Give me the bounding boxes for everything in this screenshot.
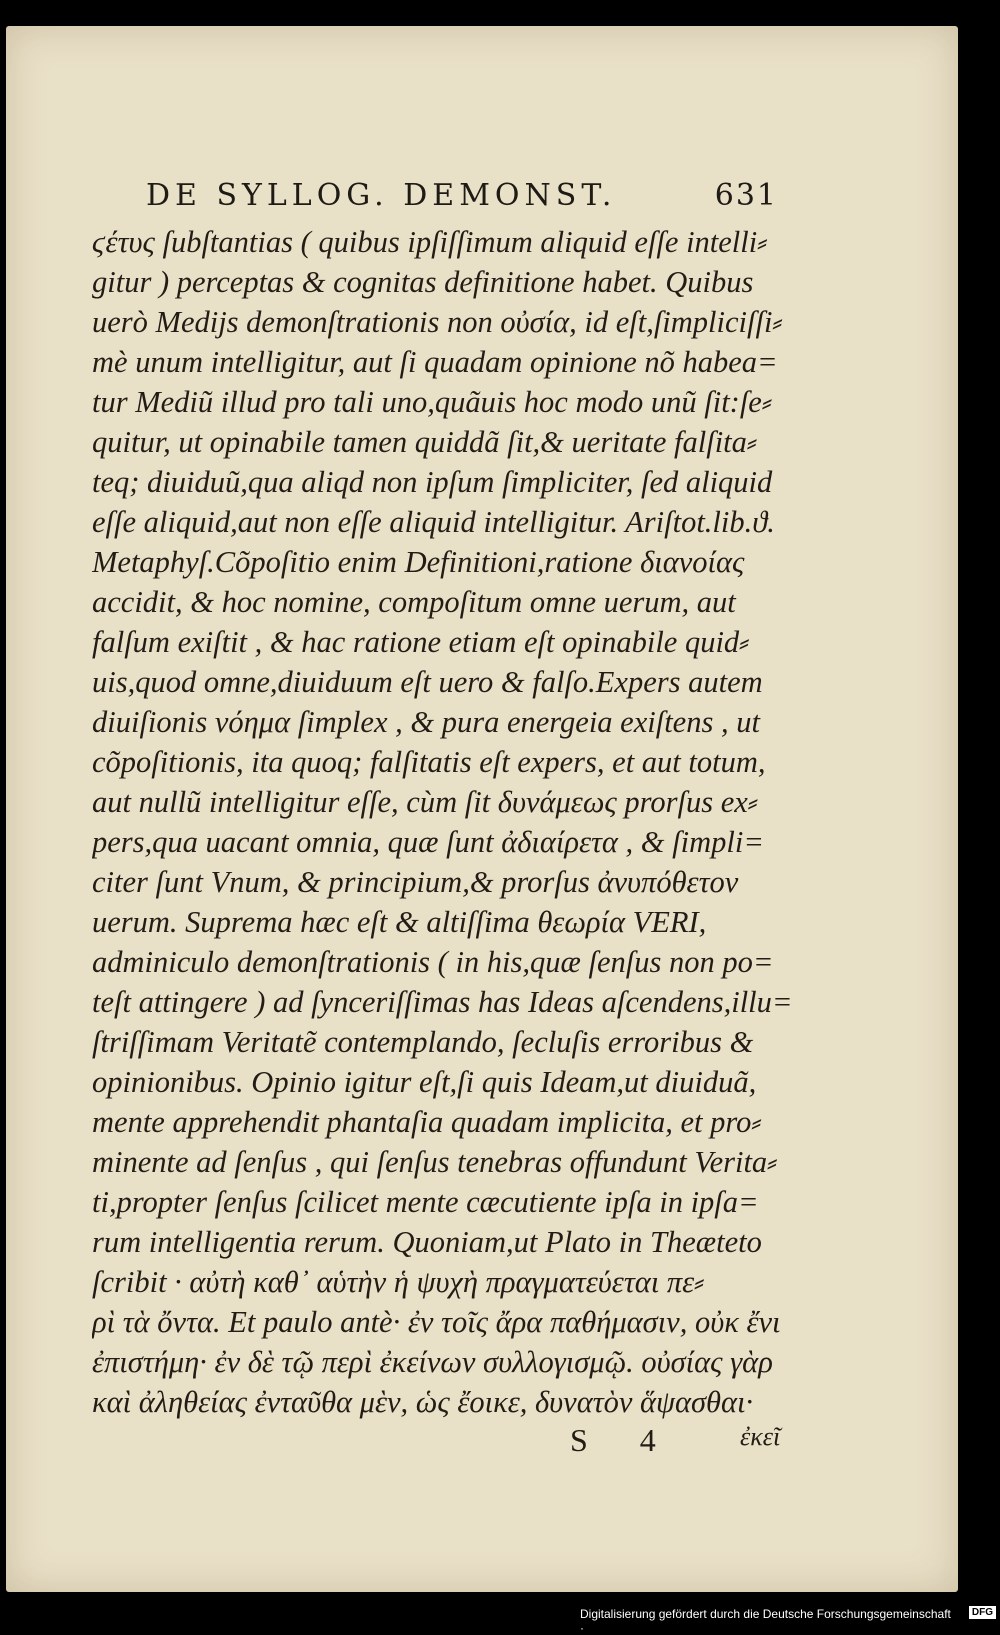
catchword: ἐκεῖ [740, 1422, 781, 1451]
text-line: Metaphyſ.Cõpoſitio enim Definitioni,ratione διανοίας [92, 545, 745, 579]
text-line: uis,quod omne,diuiduum eſt uero & falſo.Expers autem [92, 665, 763, 699]
running-title: DE SYLLOG. DEMONST. [146, 178, 617, 213]
text-line: teſt attingere ) ad ſynceriſſimas has Ideas aſcendens,illu= [92, 985, 792, 1019]
text-line: teq; diuiduũ,qua aliqd non ipſum ſimpliciter, ſed aliquid [92, 465, 773, 499]
text-line: rum intelligentia rerum. Quoniam,ut Plato in Theæteto [92, 1225, 762, 1259]
text-line: quitur, ut opinabile tamen quiddã ſit,& ueritate falſita⸗ [92, 425, 758, 459]
book-page [6, 26, 958, 1592]
text-line: uerò Medijs demonſtrationis non οὐσία, id eſt,ſimpliciſſi⸗ [92, 305, 783, 339]
dfg-logo: DFG [969, 1606, 996, 1619]
text-line: ἐπιστήμη· ἐν δὲ τῷ περὶ ἐκείνων συλλογισμῷ. οὐσίας γὰρ [92, 1345, 773, 1379]
text-line: gitur ) perceptas & cognitas definitione habet. Quibus [92, 265, 754, 299]
text-line: mente apprehendit phantaſia quadam implicita, et pro⸗ [92, 1105, 762, 1139]
text-line: accidit, & hoc nomine, compoſitum omne uerum, aut [92, 585, 736, 619]
text-line: pers,qua uacant omnia, quæ ſunt ἀδιαίρετα , & ſimpli= [92, 825, 764, 859]
signature-mark: S 4 [570, 1422, 678, 1458]
text-line: opinionibus. Opinio igitur eſt,ſi quis Ideam,ut diuiduã, [92, 1065, 757, 1099]
text-line: ϛέτυς ſubſtantias ( quibus ipſiſſimum aliquid eſſe intelli⸗ [92, 225, 768, 259]
text-line: adminiculo demonſtrationis ( in his,quæ ſenſus non po= [92, 945, 774, 979]
running-header [146, 174, 778, 218]
text-line: ſcribit · αὐτὴ καθ᾽ αὑτὴν ἡ ψυχὴ πραγματεύεται πε⸗ [92, 1265, 705, 1299]
text-line: diuiſionis νόημα ſimplex , & pura energeia exiſtens , ut [92, 705, 760, 739]
footer-credit: Digitalisierung gefördert durch die Deutsche Forschungsgemeinschaft · [580, 1607, 951, 1635]
text-line: aut nullũ intelligitur eſſe, cùm ſit δυνάμεως prorſus ex⸗ [92, 785, 758, 819]
text-line: ρὶ τὰ ὄντα. Et paulo antè· ἐν τοῖς ἄρα παθήμασιν, οὐκ ἔνι [92, 1305, 781, 1339]
text-line: cõpoſitionis, ita quoq; falſitatis eſt expers, et aut totum, [92, 745, 766, 779]
page-number: 631 [714, 178, 778, 213]
digitization-footer [580, 1598, 1000, 1635]
text-line: ti,propter ſenſus ſcilicet mente cæcutiente ipſa in ipſa= [92, 1185, 759, 1219]
text-line: καὶ ἀληθείας ἐνταῦθα μὲν, ὡς ἔοικε, δυνατὸν ἅψασθαι· [92, 1385, 754, 1419]
body-text [92, 222, 792, 1422]
text-line: minente ad ſenſus , qui ſenſus tenebras offundunt Verita⸗ [92, 1145, 778, 1179]
text-line: ſtriſſimam Veritatẽ contemplando, ſecluſis erroribus & [92, 1025, 754, 1059]
text-line: eſſe aliquid,aut non eſſe aliquid intelligitur. Ariſtot.lib.ϑ. [92, 505, 775, 539]
text-line: citer ſunt Vnum, & principium,& prorſus ἀνυπόθετον [92, 865, 739, 899]
text-line: falſum exiſtit , & hac ratione etiam eſt opinabile quid⸗ [92, 625, 750, 659]
text-line: tur Mediũ illud pro tali uno,quãuis hoc modo unũ ſit:ſe⸗ [92, 385, 772, 419]
text-line: uerum. Suprema hæc eſt & altiſſima θεωρία VERI, [92, 905, 707, 939]
text-line: mè unum intelligitur, aut ſi quadam opinione nõ habea= [92, 345, 778, 379]
